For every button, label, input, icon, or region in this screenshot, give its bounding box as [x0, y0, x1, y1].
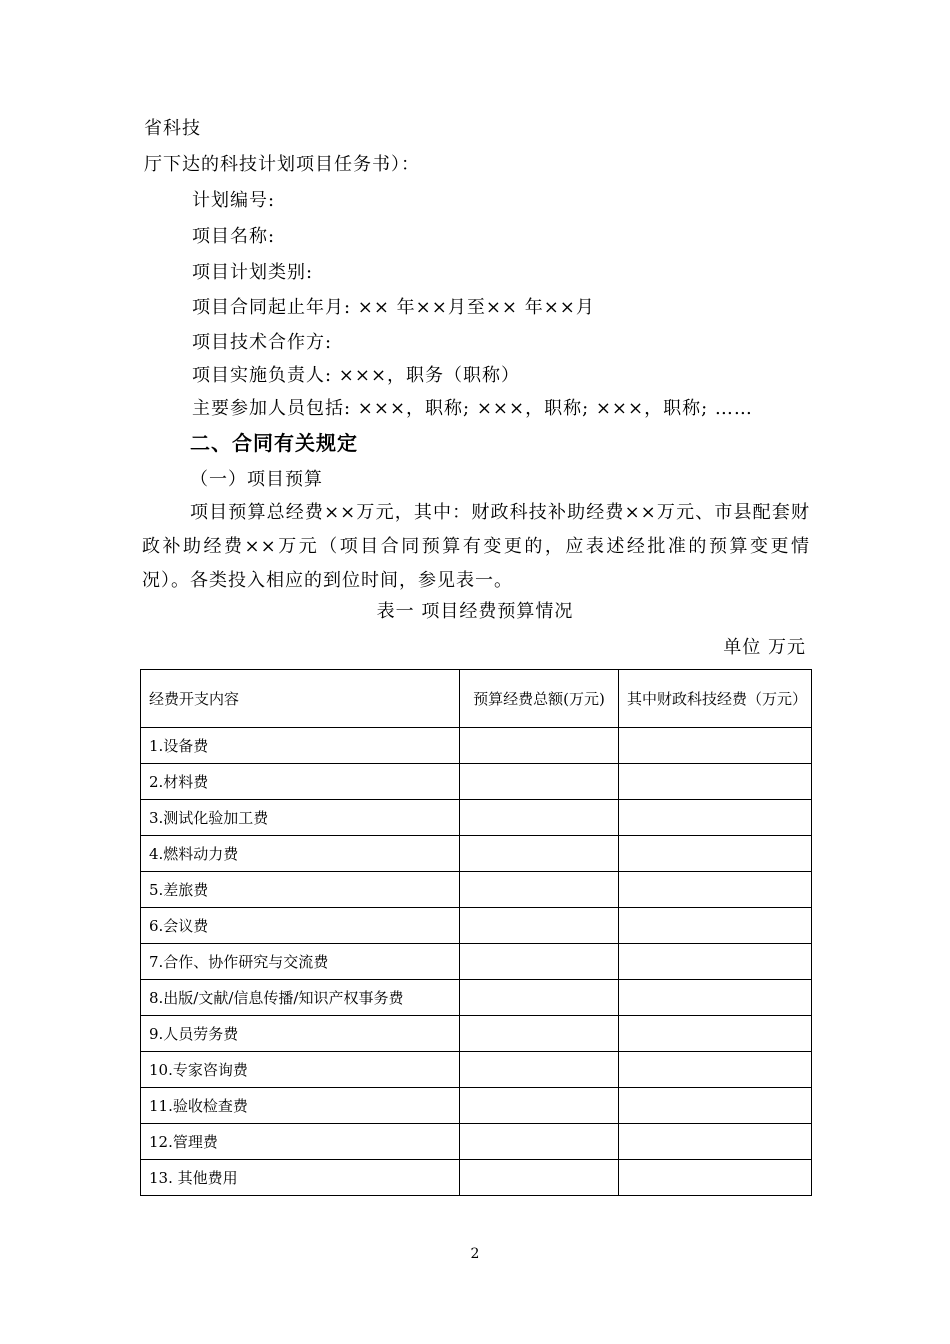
- subsection-heading: （一）项目预算: [190, 469, 323, 490]
- fiscal-funds-cell[interactable]: [619, 836, 812, 872]
- table-row: [141, 728, 812, 764]
- field-project-name: 项目名称:: [192, 226, 276, 247]
- header-total-budget: 预算经费总额(万元): [460, 670, 619, 728]
- field-participants: 主要参加人员包括: ×××，职称; ×××，职称; ×××，职称; ……: [192, 398, 753, 419]
- table-header-row: [141, 670, 812, 728]
- table-row: [141, 980, 812, 1016]
- expense-item-cell: 1.设备费: [141, 728, 460, 764]
- table-row: [141, 764, 812, 800]
- unit-label: 单位 万元: [723, 637, 806, 658]
- continuation-line-1: 省科技: [144, 118, 201, 139]
- fiscal-funds-cell[interactable]: [619, 1160, 812, 1196]
- total-budget-cell[interactable]: [460, 800, 619, 836]
- total-budget-cell[interactable]: [460, 1016, 619, 1052]
- table-row: [141, 1052, 812, 1088]
- fiscal-funds-cell[interactable]: [619, 728, 812, 764]
- fiscal-funds-cell[interactable]: [619, 1052, 812, 1088]
- total-budget-cell[interactable]: [460, 764, 619, 800]
- total-budget-cell[interactable]: [460, 1124, 619, 1160]
- header-expense-item: 经费开支内容: [141, 670, 460, 728]
- field-plan-category: 项目计划类别:: [192, 262, 314, 283]
- table-row: [141, 1160, 812, 1196]
- expense-item-cell: 5.差旅费: [141, 872, 460, 908]
- budget-table: [140, 669, 812, 1196]
- total-budget-cell[interactable]: [460, 980, 619, 1016]
- expense-item-cell: 11.验收检查费: [141, 1088, 460, 1124]
- expense-item-cell: 9.人员劳务费: [141, 1016, 460, 1052]
- total-budget-cell[interactable]: [460, 728, 619, 764]
- fiscal-funds-cell[interactable]: [619, 980, 812, 1016]
- field-contract-period: 项目合同起止年月: ×× 年××月至×× 年××月: [192, 297, 595, 318]
- expense-item-cell: 8.出版/文献/信息传播/知识产权事务费: [141, 980, 460, 1016]
- fiscal-funds-cell[interactable]: [619, 1088, 812, 1124]
- table-row: [141, 1016, 812, 1052]
- table-row: [141, 872, 812, 908]
- table-row: [141, 836, 812, 872]
- expense-item-cell: 12.管理费: [141, 1124, 460, 1160]
- total-budget-cell[interactable]: [460, 836, 619, 872]
- total-budget-cell[interactable]: [460, 1160, 619, 1196]
- section-heading: 二、合同有关规定: [190, 431, 358, 455]
- continuation-line-2: 厅下达的科技计划项目任务书）：: [144, 154, 420, 175]
- fiscal-funds-cell[interactable]: [619, 908, 812, 944]
- table-row: [141, 1088, 812, 1124]
- fiscal-funds-cell[interactable]: [619, 1016, 812, 1052]
- expense-item-cell: 2.材料费: [141, 764, 460, 800]
- table-row: [141, 800, 812, 836]
- total-budget-cell[interactable]: [460, 1088, 619, 1124]
- expense-item-cell: 6.会议费: [141, 908, 460, 944]
- total-budget-cell[interactable]: [460, 944, 619, 980]
- expense-item-cell: 10.专家咨询费: [141, 1052, 460, 1088]
- fiscal-funds-cell[interactable]: [619, 1124, 812, 1160]
- fiscal-funds-cell[interactable]: [619, 800, 812, 836]
- total-budget-cell[interactable]: [460, 872, 619, 908]
- field-plan-number: 计划编号:: [192, 190, 276, 211]
- total-budget-cell[interactable]: [460, 1052, 619, 1088]
- field-project-leader: 项目实施负责人: ×××，职务（职称）: [192, 365, 521, 386]
- total-budget-cell[interactable]: [460, 908, 619, 944]
- budget-paragraph: 项目预算总经费××万元，其中：财政科技补助经费××万元、市县配套财政补助经费××万元（项目合同预算有变更的，应表述经批准的预算变更情况）。各类投入相应的到位时间，参见表一。: [142, 502, 810, 591]
- field-tech-partner: 项目技术合作方:: [192, 332, 333, 353]
- fiscal-funds-cell[interactable]: [619, 944, 812, 980]
- header-fiscal-funds: 其中财政科技经费（万元）: [619, 670, 812, 728]
- expense-item-cell: 3.测试化验加工费: [141, 800, 460, 836]
- table-caption: 表一 项目经费预算情况: [376, 601, 574, 622]
- table-row: [141, 944, 812, 980]
- fiscal-funds-cell[interactable]: [619, 764, 812, 800]
- page-number: 2: [470, 1246, 480, 1262]
- expense-item-cell: 13. 其他费用: [141, 1160, 460, 1196]
- expense-item-cell: 4.燃料动力费: [141, 836, 460, 872]
- fiscal-funds-cell[interactable]: [619, 872, 812, 908]
- table-row: [141, 1124, 812, 1160]
- expense-item-cell: 7.合作、协作研究与交流费: [141, 944, 460, 980]
- table-row: [141, 908, 812, 944]
